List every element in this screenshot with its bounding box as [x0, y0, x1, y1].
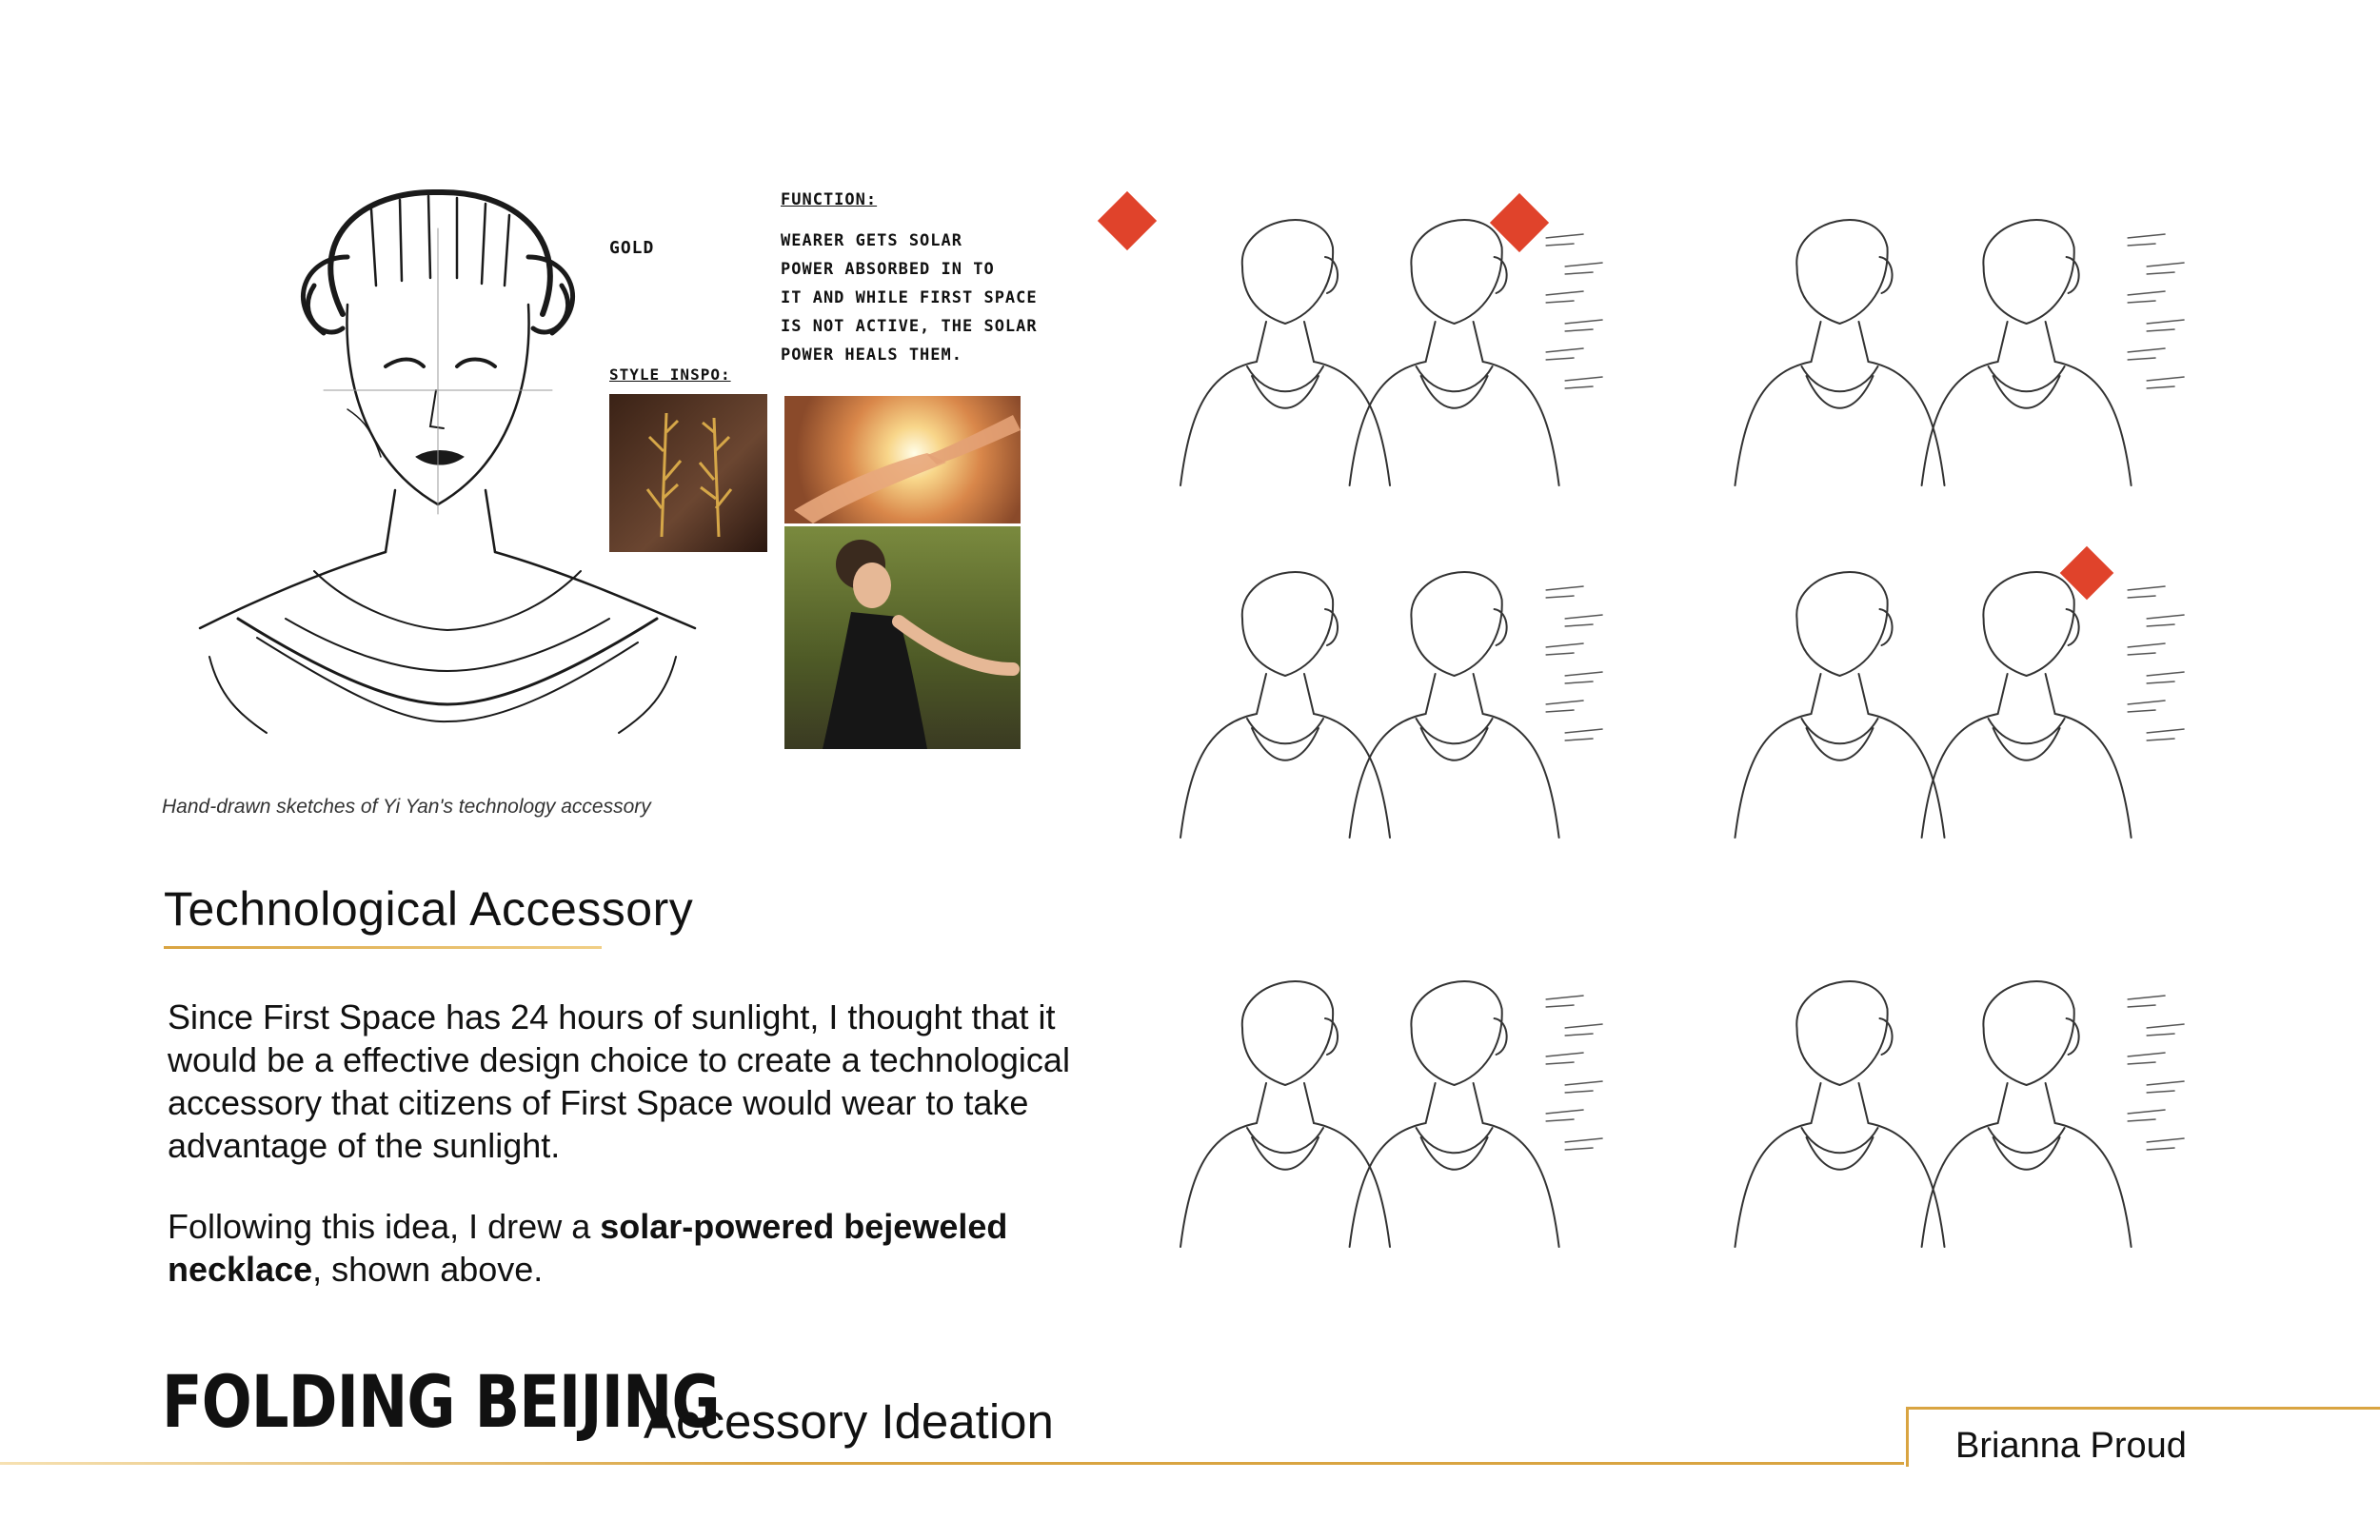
sketch-annotation-scribble	[1565, 320, 1603, 331]
function-line: IS NOT ACTIVE, THE SOLAR	[781, 317, 1038, 336]
sketch-annotation-scribble	[1565, 1024, 1603, 1036]
gold-jewelry-photo	[609, 394, 767, 552]
sketch-annotation-scribble	[1546, 586, 1584, 598]
ideation-sketch-panel	[1714, 961, 2218, 1266]
section-title: Technological Accessory	[164, 882, 694, 936]
figure-sketch	[1922, 572, 2132, 838]
figure-sketch	[1350, 981, 1559, 1247]
sketch-annotation-scribble	[1546, 348, 1584, 360]
sketch-annotation-scribble	[1565, 377, 1603, 388]
sketch-annotation-scribble	[1546, 291, 1584, 303]
sunlight-hands-photo	[784, 396, 1021, 523]
sketch-annotation-scribble	[1565, 672, 1603, 683]
author-name: Brianna Proud	[1955, 1426, 2187, 1466]
paragraph-2-tail: , shown above.	[312, 1250, 544, 1289]
gold-label: GOLD	[609, 238, 655, 258]
figure-sketch	[1350, 572, 1559, 838]
title-underline	[164, 946, 602, 949]
sketch-annotation-scribble	[2128, 291, 2166, 303]
figure-sketch	[1735, 981, 1945, 1247]
sketch-annotation-scribble	[2128, 586, 2166, 598]
sketch-annotation-scribble	[2128, 701, 2166, 712]
red-diamond-marker	[1098, 191, 1157, 250]
body-paragraph-1: Since First Space has 24 hours of sunlight, I thought that it would be a effective design choice to create a technological accessory that citizens of First Space would wear to take advantage of the sunlight.	[168, 997, 1070, 1165]
page-subtitle: Accessory Ideation	[644, 1394, 1054, 1449]
sketch-annotation-scribble	[1565, 729, 1603, 740]
sketch-annotation-scribble	[1565, 615, 1603, 626]
body-paragraph-2	[168, 1205, 1072, 1291]
sketch-annotation-scribble	[2128, 348, 2166, 360]
figure-sketch	[1180, 981, 1390, 1247]
sketch-annotation-scribble	[1565, 1081, 1603, 1093]
function-heading: FUNCTION:	[781, 190, 878, 209]
ideation-sketch-panel	[1714, 200, 2218, 504]
sketch-annotation-scribble	[1546, 1053, 1584, 1064]
ideation-sketch-panel	[1714, 552, 2218, 857]
function-line: IT AND WHILE FIRST SPACE	[781, 288, 1038, 307]
figure-sketch	[1350, 220, 1559, 485]
sketch-annotation-scribble	[2147, 615, 2185, 626]
sketch-annotation-scribble	[1546, 234, 1584, 246]
sketch-annotation-scribble	[2147, 1138, 2185, 1150]
sketch-annotation-scribble	[1546, 701, 1584, 712]
figure-sketch	[1735, 572, 1945, 838]
figure-sketch	[1180, 572, 1390, 838]
sketch-annotation-scribble	[2147, 320, 2185, 331]
figure-sketch	[1180, 220, 1390, 485]
sketch-annotation-scribble	[2147, 1024, 2185, 1036]
sketch-annotation-scribble	[2147, 1081, 2185, 1093]
function-line: POWER ABSORBED IN TO	[781, 260, 995, 279]
figure-sketch	[1922, 981, 2132, 1247]
figure-sketch	[1922, 220, 2132, 485]
paragraph-2-lead: Following this idea, I drew a	[168, 1207, 601, 1246]
footer-rule	[0, 1462, 1904, 1465]
sketch-annotation-scribble	[2147, 263, 2185, 274]
function-line: POWER HEALS THEM.	[781, 346, 962, 365]
ideation-sketch-panel	[1171, 200, 1628, 504]
sketch-annotation-scribble	[2128, 1053, 2166, 1064]
sketch-annotation-scribble	[2147, 729, 2185, 740]
sketch-annotation-scribble	[2128, 996, 2166, 1007]
figure-sketch	[1735, 220, 1945, 485]
sketch-caption: Hand-drawn sketches of Yi Yan's technology accessory	[162, 796, 651, 818]
sketch-annotation-scribble	[1546, 643, 1584, 655]
sketch-annotation-scribble	[2147, 377, 2185, 388]
woman-sunlight-photo	[784, 526, 1021, 749]
sketch-annotation-scribble	[1565, 263, 1603, 274]
style-inspo-label: STYLE INSPO:	[609, 365, 731, 384]
sketch-annotation-scribble	[2147, 672, 2185, 683]
ideation-sketch-panel	[1171, 552, 1628, 857]
ideation-sketch-panel	[1171, 961, 1628, 1266]
sketch-annotation-scribble	[2128, 234, 2166, 246]
paragraph-2-highlight: solar-powered bejeweled necklace	[168, 1207, 1008, 1289]
sketch-annotation-scribble	[1546, 1110, 1584, 1121]
function-line: WEARER GETS SOLAR	[781, 231, 962, 250]
brand-title: FOLDING BEIJING	[162, 1359, 720, 1444]
function-notes	[781, 190, 1038, 369]
sketch-annotation-scribble	[1546, 996, 1584, 1007]
sketch-annotation-scribble	[2128, 1110, 2166, 1121]
sketch-annotation-scribble	[1565, 1138, 1603, 1150]
sketch-annotation-scribble	[2128, 643, 2166, 655]
